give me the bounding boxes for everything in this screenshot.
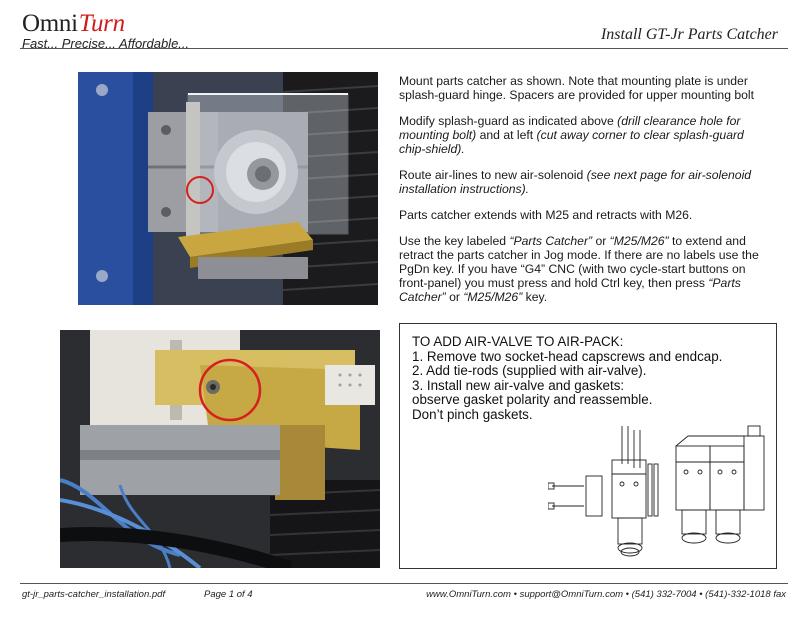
logo bbox=[22, 10, 125, 38]
header-divider bbox=[20, 48, 788, 49]
instruction-air-lines: Route air-lines to new air-solenoid (see next page for air-solenoid installation instructions). bbox=[399, 168, 752, 196]
footer-divider bbox=[20, 583, 788, 584]
air-valve-step: 2. Add tie-rods (supplied with air-valve). bbox=[412, 363, 647, 379]
instruction-modify-guard: Modify splash-guard as indicated above (drill clearance hole for mounting bolt) and at left (cut away corner to clear splash-guard chip-shield). bbox=[399, 114, 744, 156]
air-valve-step: Don’t pinch gaskets. bbox=[412, 406, 533, 422]
logo-turn: Turn bbox=[78, 10, 125, 37]
photo-mounting-closeup bbox=[60, 330, 380, 568]
air-valve-step: 1. Remove two socket-head capscrews and endcap. bbox=[412, 348, 723, 364]
tagline: Fast... Precise... Affordable... bbox=[22, 36, 190, 51]
instruction-mcodes: Parts catcher extends with M25 and retracts with M26. bbox=[399, 208, 693, 222]
air-valve-step: 3. Install new air-valve and gaskets: bbox=[412, 377, 625, 393]
footer-filename: gt-jr_parts-catcher_installation.pdf bbox=[22, 589, 166, 600]
air-valve-step: observe gasket polarity and reassemble. bbox=[412, 392, 653, 408]
air-valve-heading: TO ADD AIR-VALVE TO AIR-PACK: bbox=[412, 334, 624, 349]
air-valve-diagram bbox=[548, 424, 770, 564]
instruction-jog-keys: Use the key labeled “Parts Catcher” or “M25/M26” to extend and retract the parts catcher in Jog mode. If there are no labels use the PgDn key. If you have “G4” CNC (with two cycle-start buttons on front-panel) you must press and hold Ctrl key, then press “Parts Catcher” or “M25/M26” key. bbox=[399, 234, 759, 304]
footer-page-number: Page 1 of 4 bbox=[204, 589, 253, 600]
page-title: Install GT-Jr Parts Catcher bbox=[600, 26, 778, 43]
footer-contact: www.OmniTurn.com • support@OmniTurn.com • (541) 332-7004 • (541)-332-1018 fax bbox=[426, 589, 786, 600]
logo-omni: Omni bbox=[22, 10, 78, 37]
instructions bbox=[399, 74, 764, 316]
instruction-mount: Mount parts catcher as shown. Note that mounting plate is under splash-guard hinge. Spacers are provided for upper mounting bolt bbox=[399, 74, 755, 102]
photo-mounted-parts-catcher bbox=[78, 72, 378, 305]
air-valve-box bbox=[399, 323, 777, 569]
air-valve-instructions bbox=[412, 335, 722, 423]
